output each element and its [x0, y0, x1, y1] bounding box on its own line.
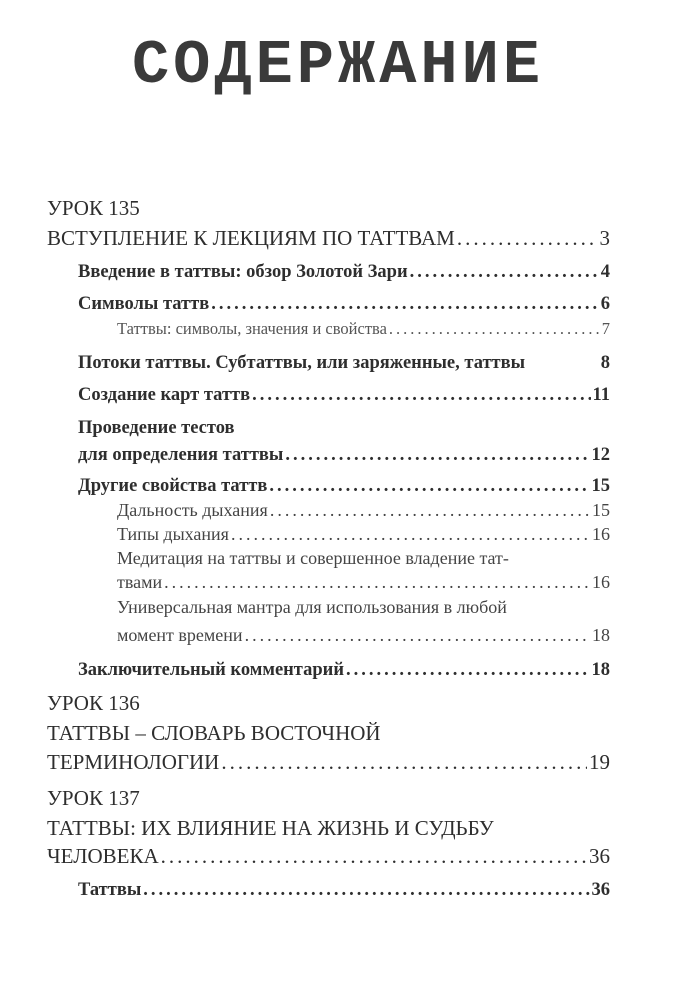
dot-leader — [164, 572, 590, 593]
dot-leader — [211, 294, 599, 315]
dot-leader — [410, 262, 599, 283]
dot-leader — [221, 750, 587, 775]
dot-leader — [346, 660, 590, 681]
dot-leader — [285, 445, 589, 466]
dot-leader — [457, 226, 598, 251]
toc-entry-lesson-137[interactable]: ЧЕЛОВЕКА ..... 36 — [47, 844, 610, 869]
toc-entry[interactable]: Символы таттв ..... 6 — [78, 294, 610, 315]
dot-leader — [161, 844, 587, 869]
toc-subentry[interactable]: Типы дыхания ..... 16 — [117, 524, 610, 545]
toc-subentry-line1[interactable]: Универсальная мантра для использования в любой — [117, 597, 507, 617]
toc-entry[interactable]: Потоки таттвы. Субтаттвы, или заряженные, таттвы 8 — [78, 353, 610, 373]
dot-leader — [270, 500, 590, 521]
toc-subentry[interactable]: Таттвы: символы, значения и свойства ..... 7 — [117, 319, 610, 339]
toc-subentry[interactable]: твами ..... 16 — [117, 572, 610, 593]
toc-entry[interactable]: Другие свойства таттв ..... 15 — [78, 476, 610, 497]
toc-entry[interactable]: Заключительный комментарий ..... 18 — [78, 660, 610, 681]
toc-entry-lesson-135[interactable]: ВСТУПЛЕНИЕ К ЛЕКЦИЯМ ПО ТАТТВАМ ..... 3 — [47, 226, 610, 251]
dot-leader — [143, 880, 589, 901]
toc-subentry[interactable]: Дальность дыхания ..... 15 — [117, 500, 610, 521]
toc-entry-lesson-136-line1[interactable]: ТАТТВЫ – СЛОВАРЬ ВОСТОЧНОЙ — [47, 721, 381, 745]
lesson-137-label: УРОК 137 — [47, 786, 140, 810]
dot-leader — [231, 524, 590, 545]
lesson-136-label: УРОК 136 — [47, 691, 140, 715]
dot-leader — [269, 476, 589, 497]
toc-entry[interactable]: Введение в таттвы: обзор Золотой Зари ..... 4 — [78, 262, 610, 283]
lesson-135-label: УРОК 135 — [47, 196, 140, 220]
toc-entry-lesson-137-line1[interactable]: ТАТТВЫ: ИХ ВЛИЯНИЕ НА ЖИЗНЬ И СУДЬБУ — [47, 816, 494, 840]
page-title: СОДЕРЖАНИЕ — [131, 30, 545, 101]
toc-subentry[interactable]: момент времени ..... 18 — [117, 625, 610, 646]
toc-entry[interactable]: Создание карт таттв ..... 11 — [78, 385, 610, 406]
toc-entry-line1[interactable]: Проведение тестов — [78, 418, 235, 438]
toc-entry-lesson-136[interactable]: ТЕРМИНОЛОГИИ ..... 19 — [47, 750, 610, 775]
dot-leader — [245, 625, 590, 646]
toc-entry[interactable]: Таттвы ..... 36 — [78, 880, 610, 901]
toc-subentry-line1[interactable]: Медитация на таттвы и совершенное владение тат- — [117, 548, 509, 568]
dot-leader — [389, 319, 600, 339]
toc-entry[interactable]: для определения таттвы ..... 12 — [78, 445, 610, 466]
dot-leader — [252, 385, 590, 406]
